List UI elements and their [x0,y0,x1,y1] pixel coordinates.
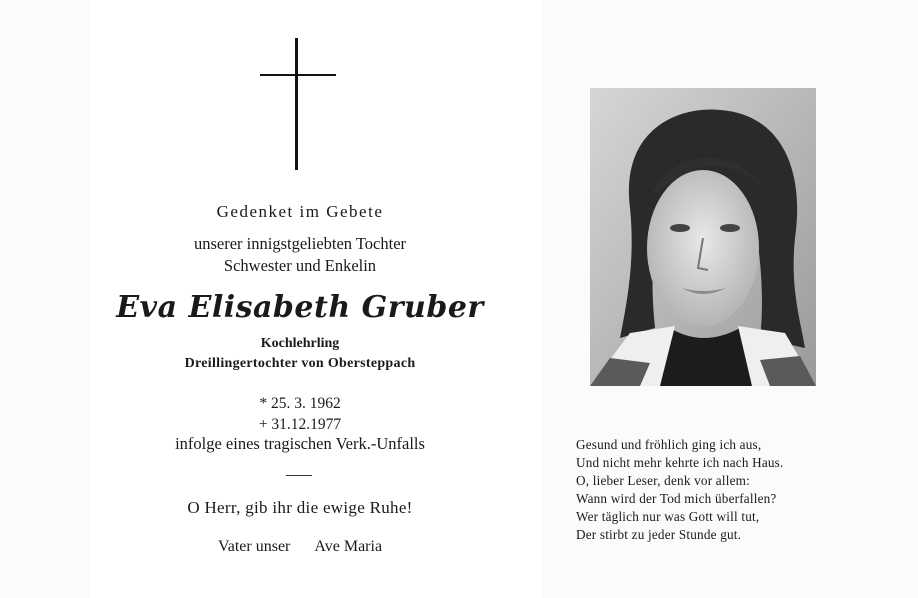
portrait-photo [590,88,816,386]
poem-line: Und nicht mehr kehrte ich nach Haus. [576,455,784,470]
death-date: + 31.12.1977 [258,416,342,433]
poem-line: Wann wird der Tod mich überfallen? [576,491,777,506]
cause-of-death: infolge eines tragischen Verk.-Unfalls [175,434,425,453]
prayer-ave-maria: Ave Maria [314,538,383,555]
intro-line-1: unserer innigstgeliebten Tochter [193,234,407,253]
heading: Gedenket im Gebete [216,202,384,221]
divider [286,475,312,476]
prayer: O Herr, gib ihr die ewige Ruhe! [187,498,413,517]
prayer-vater-unser: Vater unser [217,538,291,555]
poem-line: Der stirbt zu jeder Stunde gut. [576,527,742,542]
poem-line: O, lieber Leser, denk vor allem: [576,473,750,488]
poem-line: Wer täglich nur was Gott will tut, [576,509,760,524]
poem-line: Gesund und fröhlich ging ich aus, [576,437,762,452]
poem [576,436,876,544]
birth-date: * 25. 3. 1962 [259,395,341,412]
occupation: Kochlehrling [260,336,340,351]
intro-line-2: Schwester und Enkelin [223,256,377,275]
cross-icon [260,38,336,170]
origin: Dreillingertochter von Obersteppach [184,356,416,371]
deceased-name: Eva Elisabeth Gruber [116,290,484,325]
prayer-names [90,538,510,556]
